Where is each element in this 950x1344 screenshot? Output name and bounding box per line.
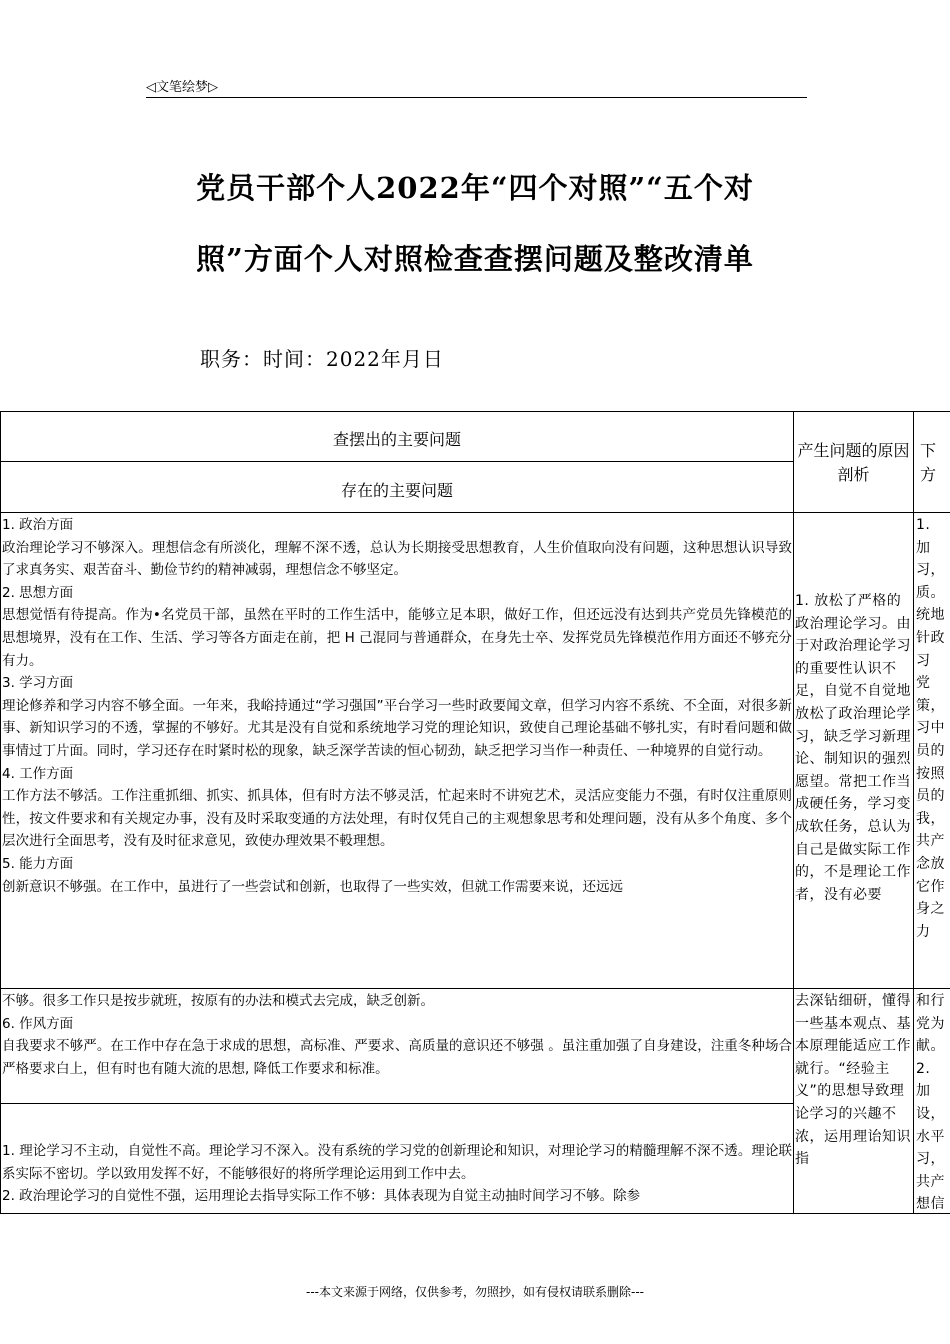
issues-cell-row3: 1. 理论学习不主动，自觉性不高。理论学习不深入。没有系统的学习党的创新理论和知识，对理论学习的精髓理解不深不透。理论联系实际不密切。学以致用发挥不好，不能够很好的将所学理论运用到工作中去。 2. 政治理论学习的自觉性不强，运用理论去指导实际工作不够：具体表现为自觉主动抽时间学习不够。除参 [2,1143,792,1205]
next-step-cell-row2: 和行党为献。2. 加设，水平习，共产想信 [916,993,945,1212]
header-next-step: 下方 [920,441,937,484]
issues-cell-row2: 不够。很多工作只是按步就班，按原有的办法和模式去完成，缺乏创新。 6. 作风方面 自我要求不够严。在工作中存在急于求成的思想，高标准、严要求、高质量的意识还不够强 。虽注重加强了自身建设，注重冬种场合严格要求白上，但有时也有随大流的思想, 降低工作要求和标准。 [2,993,792,1077]
header-existing-issues: 存在的主要问题 [340,481,453,500]
header-main-issues: 查摆出的主要问题 [332,430,461,449]
doc-meta-line: 职务：时间：2022年月日 [200,347,444,371]
footer-disclaimer: ---本文来源于网络，仅供参考，勿照抄，如有侵权请联系删除--- [306,1285,644,1299]
header-cause-analysis: 产生问题的原因剖析 [797,441,910,484]
header-rule [146,97,807,98]
issues-cell-row1: 1. 政治方面 政治理论学习不够深入。理想信念有所淡化，理解不深不透，总认为长期接受思想教育，人生价值取向没有问题，这种思想认识导致了求真务实、艰苦奋斗、勤俭节约的精神减弱，理想信念不够坚定。 2. 思想方面 思想觉悟有待提高。作为•名党员干部，虽然在平时的工作生活中，能够立足本职，做好工作，但还远没有达到共产党员先锋模范的思想境界，没有在工作、生活、学习等各方面走在前，把 H 己混同与普通群众，在身先士卒、发挥党员先锋模范作用方面还不够充分有力。 3. 学习方面 理论修养和学习内容不够全面。一年来，我峪持通过“学习强国”平台学习一些时政要闻文章，但学习内容不系统、不全面，对很多新事、新知识学习的不透，掌握的不够好。尤其是没有自觉和系统地学习党的理论知识，致使自己理论基础不够扎实，有时看问题和做事情过丁片面。同时，学习还存在时紧时松的现象，缺乏深学苦读的恒心韧劲，缺乏把学习当作一种责任、一种境界的自觉行动。 4. 工作方面 工作方法不够活。工作注重抓细、抓实、抓具体，但有时方法不够灵活，忙起来时不讲宛艺术，灵活应变能力不强，有时仅注重原则性，按文件要求和有关规定办事，没有及时采取变通的方法处理，有时仅凭自己的主观想象思考和处理问题，没有从多个角度、多个层次进行全面思考，没有及时征求意见，致使办理效果不軗理想。 5. 能力方面 创新意识不够强。在工作中，虽进行了一些尝试和创新，也取得了一些实效，但就工作需要来说，还远远 [2,517,792,895]
brand-mark: ◁文笔绘梦▷ [146,80,218,95]
doc-title-line2: 照”方面个人对照检查查摆问题及整改清单 [196,242,754,276]
next-step-cell-row1: 1. 加习，质。统地针政习 党策，习中员的按照员的我，共产念放它作身之力 [916,517,945,940]
doc-title-line1: 党员干部个人2022年“四个对照”“五个对 [196,171,754,205]
cause-cell-row1: 1. 放松了严格的政治理论学习。由于对政治理论学习的重要性认识不足，自觉不自觉地放松了政治理论学习，缺乏学习新理论、制知识的强烈愿望。常把工作当成硬任务，学习变成软任务，总认为自己是做实际工作的，不是理论工作者，没有必要 [795,593,911,903]
cause-cell-row2: 去深钻细研，懂得一些基本观点、基本原理能适应工作就行。“经验主义”的思想导致理论学习的兴趣不浓，运用理诒知识指 [795,993,911,1168]
